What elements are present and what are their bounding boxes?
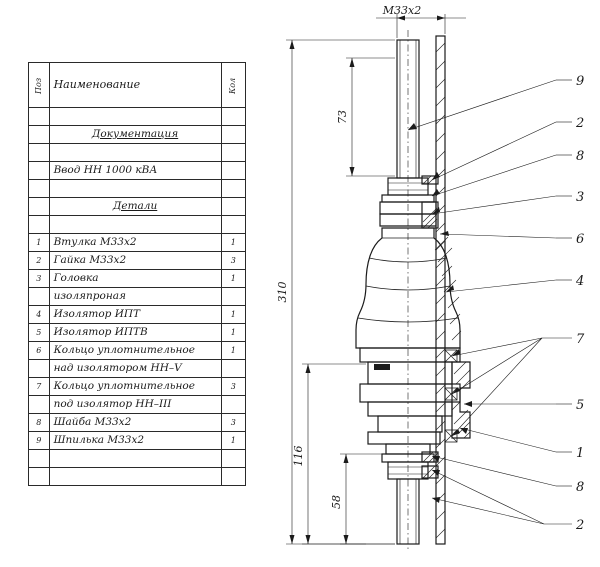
leader-9 (408, 74, 584, 130)
table-header-row (29, 63, 246, 108)
cell-qty: 3 (221, 252, 245, 270)
lower-nut-group (382, 452, 438, 479)
table-row (29, 396, 246, 414)
cell-pos (29, 162, 50, 180)
callout-8-bottom: 8 (576, 480, 585, 495)
cell-name: над изолятором НН–V (49, 360, 221, 378)
table-row (29, 306, 246, 324)
dimension-58 (330, 454, 395, 544)
cell-qty (221, 198, 245, 216)
cell-qty (221, 126, 245, 144)
table-row (29, 324, 246, 342)
table-row (29, 270, 246, 288)
table-row (29, 126, 246, 144)
mounting-plate-hatch (436, 43, 445, 538)
cell-name: изоляпроная (49, 288, 221, 306)
cell-name: Документация (49, 126, 221, 144)
dimension-73 (336, 58, 395, 176)
cell-qty: 1 (221, 270, 245, 288)
cell-pos: 1 (29, 234, 50, 252)
table-row (29, 342, 246, 360)
cell-name (49, 180, 221, 198)
callout-2-top: 2 (576, 116, 585, 131)
cell-name: Изолятор ИПТВ (49, 324, 221, 342)
cell-pos: 5 (29, 324, 50, 342)
cell-pos: 8 (29, 414, 50, 432)
cell-name: под изолятор НН–III (49, 396, 221, 414)
leader-8-bottom (432, 456, 584, 495)
cell-name (49, 216, 221, 234)
cell-pos: 6 (29, 342, 50, 360)
cell-pos (29, 360, 50, 378)
table-row (29, 288, 246, 306)
callout-9: 9 (576, 74, 585, 89)
cell-pos (29, 450, 50, 468)
specification-table (28, 62, 246, 486)
cell-qty (221, 450, 245, 468)
cell-qty (221, 468, 245, 486)
column-header-name: Наименование (49, 63, 221, 108)
table-row (29, 252, 246, 270)
cell-name: Головка (49, 270, 221, 288)
callout-5: 5 (576, 398, 585, 413)
leader-5 (464, 398, 584, 413)
assembly-drawing (256, 0, 600, 567)
leader-2-top (432, 116, 584, 180)
sealing-rings (445, 350, 457, 442)
callout-8-top: 8 (576, 149, 585, 164)
dimension-58-label: 58 (330, 495, 343, 509)
cell-name (49, 144, 221, 162)
table-row (29, 162, 246, 180)
dimension-thread-label: М33х2 (382, 4, 422, 17)
cell-name (49, 108, 221, 126)
cell-pos: 9 (29, 432, 50, 450)
cell-pos (29, 108, 50, 126)
cell-name: Гайка М33х2 (49, 252, 221, 270)
cell-pos: 7 (29, 378, 50, 396)
mounting-plate (436, 36, 445, 544)
table-body (29, 108, 246, 486)
table-row (29, 198, 246, 216)
cell-qty: 3 (221, 378, 245, 396)
cell-qty (221, 162, 245, 180)
cell-qty: 3 (221, 414, 245, 432)
upper-nut-group (382, 176, 438, 202)
leader-6 (440, 231, 584, 247)
insulating-head (380, 202, 438, 228)
callout-6: 6 (576, 232, 585, 247)
cell-qty: 1 (221, 342, 245, 360)
cell-name: Шайба М33х2 (49, 414, 221, 432)
cell-pos (29, 180, 50, 198)
table-row (29, 180, 246, 198)
table-row (29, 216, 246, 234)
dimension-73-label: 73 (336, 110, 349, 124)
callout-4: 4 (576, 274, 585, 289)
cell-name: Втулка М33х2 (49, 234, 221, 252)
cell-qty (221, 144, 245, 162)
table-header (29, 63, 246, 108)
table-row (29, 450, 246, 468)
cell-qty (221, 180, 245, 198)
cell-pos (29, 288, 50, 306)
leader-1 (460, 428, 584, 461)
dimension-310-label: 310 (276, 281, 289, 303)
cell-name: Детали (49, 198, 221, 216)
table-row (29, 108, 246, 126)
cell-pos (29, 468, 50, 486)
cell-name (49, 468, 221, 486)
cell-name: Шпилька М33х2 (49, 432, 221, 450)
table-row (29, 414, 246, 432)
cell-qty: 1 (221, 234, 245, 252)
cell-qty (221, 108, 245, 126)
dimension-thread (376, 4, 466, 38)
cell-name: Кольцо уплотнительное (49, 342, 221, 360)
leader-3 (432, 190, 584, 214)
callout-7: 7 (576, 332, 585, 347)
column-header-pos: Поз (29, 63, 50, 108)
cell-pos (29, 144, 50, 162)
table-row (29, 432, 246, 450)
table-row (29, 234, 246, 252)
table-row (29, 468, 246, 486)
table-row (29, 144, 246, 162)
cell-qty (221, 360, 245, 378)
cell-qty (221, 288, 245, 306)
column-header-qty: Кол (221, 63, 245, 108)
dimension-116-label: 116 (292, 445, 305, 467)
leader-2-bottom (432, 470, 584, 533)
cell-qty: 1 (221, 432, 245, 450)
table-row (29, 378, 246, 396)
cell-pos (29, 396, 50, 414)
callout-1: 1 (576, 446, 585, 461)
cell-name: Кольцо уплотнительное (49, 378, 221, 396)
cell-qty: 1 (221, 324, 245, 342)
leader-4 (446, 274, 584, 292)
cell-pos (29, 216, 50, 234)
cell-name: Ввод НН 1000 кВА (49, 162, 221, 180)
callout-2-bottom: 2 (576, 518, 585, 533)
cell-name (49, 450, 221, 468)
table-row (29, 360, 246, 378)
cell-pos: 2 (29, 252, 50, 270)
leader-7 (452, 332, 585, 436)
cell-pos (29, 198, 50, 216)
cell-qty (221, 396, 245, 414)
leader-8-top (432, 149, 584, 196)
cell-name: Изолятор ИПТ (49, 306, 221, 324)
cell-qty: 1 (221, 306, 245, 324)
callout-3: 3 (576, 190, 585, 205)
cell-pos (29, 126, 50, 144)
cell-pos: 4 (29, 306, 50, 324)
cell-pos: 3 (29, 270, 50, 288)
cell-qty (221, 216, 245, 234)
